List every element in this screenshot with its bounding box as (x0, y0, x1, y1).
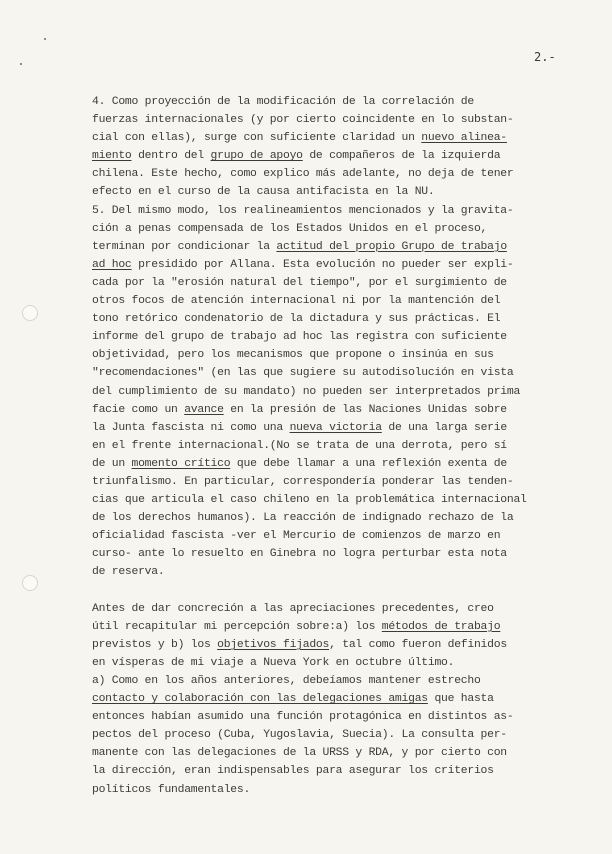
text-line (92, 220, 572, 238)
text-line (92, 346, 572, 364)
text-run: a) Como en los años anteriores, debeíamos mantener estrecho (92, 675, 481, 687)
underlined-text: objetivos fijados (217, 638, 330, 651)
text-line (92, 292, 572, 310)
text-line (92, 310, 572, 328)
text-run: facie como un (92, 403, 185, 416)
text-run: la dirección, eran indispensables para asegurar los criterios (92, 765, 494, 778)
text-line (92, 238, 572, 256)
text-line (92, 147, 572, 165)
punch-hole-mark (22, 305, 38, 321)
text-line (92, 129, 572, 147)
underlined-text: ad hoc (92, 258, 132, 271)
text-line (92, 455, 572, 473)
text-run: útil recapitular mi percepción sobre:a) los (92, 620, 382, 633)
text-line (92, 274, 572, 292)
text-line (92, 690, 572, 708)
text-run: efecto en el curso de la causa antifacista en la NU. (92, 186, 435, 199)
underlined-text: grupo de apoyo (210, 150, 303, 163)
text-line (92, 654, 572, 672)
text-run: "recomendaciones" (en las que sugiere su autodisolución en vista (92, 367, 514, 380)
text-line (92, 202, 572, 220)
text-run: tono retórico condenatorio de la dictadura y sus prácticas. El (92, 313, 501, 326)
underlined-text: miento (92, 150, 132, 163)
text-run: ción a penas compensada de los Estados Unidos en el proceso, (92, 222, 488, 235)
text-run: informe del grupo de trabajo ad hoc las registra con suficiente (92, 331, 507, 344)
text-line (92, 256, 572, 274)
text-line (92, 383, 572, 401)
text-line (92, 437, 572, 455)
text-run: entonces habían asumido una función protagónica en distintos as- (92, 711, 514, 724)
text-run: de los derechos humanos). La reacción de indignado rechazo de la (92, 512, 514, 525)
underlined-text: métodos de trabajo (381, 620, 501, 633)
text-line (92, 527, 572, 545)
text-line (92, 111, 572, 129)
text-run: del cumplimiento de su mandato) no pueden ser interpretados prima (92, 385, 521, 398)
underlined-text: actitud del propio Grupo de trabajo (276, 240, 507, 253)
text-line (92, 364, 572, 382)
text-run: cial con ellas), surge con suficiente claridad un (92, 132, 422, 145)
paper-speck (44, 38, 46, 40)
text-run: que hasta (427, 693, 494, 706)
text-line (92, 781, 572, 799)
text-run: manente con las delegaciones de la URSS y RDA, y por cierto con (92, 747, 507, 760)
text-line (92, 183, 572, 201)
text-run: cias que articula el caso chileno en la problemática internacional (92, 494, 527, 507)
text-line (92, 491, 572, 509)
text-line (92, 473, 572, 491)
text-run: terminan por condicionar la (92, 240, 277, 253)
text-line (92, 509, 572, 527)
text-run: en vísperas de mi viaje a Nueva York en octubre último. (92, 656, 455, 669)
text-run: en la presión de las Naciones Unidas sobre (223, 403, 507, 416)
text-run: objetividad, pero los mecanismos que propone o insinúa en sus (92, 349, 494, 362)
document-body (92, 93, 572, 799)
underlined-text: momento crítico (131, 457, 231, 470)
text-line (92, 744, 572, 762)
text-run: la Junta fascista ni como una (92, 421, 290, 434)
text-run: de un (92, 457, 132, 470)
text-line (92, 165, 572, 183)
blank-line (92, 582, 572, 600)
text-run: en el frente internacional.(No se trata de una derrota, pero sí (92, 439, 507, 452)
text-line (92, 93, 572, 111)
text-line (92, 545, 572, 563)
text-line (92, 726, 572, 744)
text-run: oficialidad fascista -ver el Mercurio de comienzos de marzo en (92, 530, 501, 543)
text-run: de una larga serie (381, 421, 507, 434)
text-run: 5. Del mismo modo, los realineamientos mencionados y la gravita- (92, 204, 514, 217)
text-run: Antes de dar concreción a las apreciaciones precedentes, creo (92, 602, 494, 615)
text-line (92, 600, 572, 618)
text-line (92, 419, 572, 437)
text-run: presidido por Allana. Esta evolución no pueder ser expli- (131, 258, 514, 271)
text-run: 4. Como proyección de la modificación de la correlación de (92, 96, 474, 108)
text-run: dentro del (131, 150, 211, 163)
text-run: políticos fundamentales. (92, 783, 251, 796)
text-line (92, 563, 572, 581)
text-line (92, 618, 572, 636)
underlined-text: nuevo alinea- (421, 132, 507, 145)
underlined-text: avance (184, 403, 224, 416)
text-line (92, 401, 572, 419)
text-run: previstos y b) los (92, 638, 218, 651)
text-run: otros focos de atención internacional ni por la mantención del (92, 295, 501, 308)
text-line (92, 708, 572, 726)
underlined-text: nueva victoria (289, 421, 382, 434)
text-run: triunfalismo. En particular, correspondería ponderar las tenden- (92, 475, 514, 488)
page-number: 2.- (534, 50, 556, 64)
text-run: chilena. Este hecho, como explico más adelante, no deja de tener (92, 168, 514, 181)
text-line (92, 636, 572, 654)
text-run: de compañeros de la izquierda (302, 150, 501, 163)
paper-speck (20, 63, 22, 65)
text-line (92, 328, 572, 346)
text-line (92, 672, 572, 690)
text-run: curso- ante lo resuelto en Ginebra no logra perturbar esta nota (92, 548, 507, 561)
text-run: que debe llamar a una reflexión exenta de (230, 457, 507, 470)
text-run: cada por la "erosión natural del tiempo", por el surgimiento de (92, 276, 507, 289)
text-run: de reserva. (92, 566, 165, 579)
text-line (92, 762, 572, 780)
punch-hole-mark (22, 575, 38, 591)
text-run: , tal como fueron definidos (329, 638, 507, 651)
text-run: pectos del proceso (Cuba, Yugoslavia, Suecia). La consulta per- (92, 729, 507, 742)
text-run: fuerzas internacionales (y por cierto coincidente en lo substan- (92, 114, 514, 127)
underlined-text: contacto y colaboración con las delegaciones amigas (92, 693, 428, 706)
